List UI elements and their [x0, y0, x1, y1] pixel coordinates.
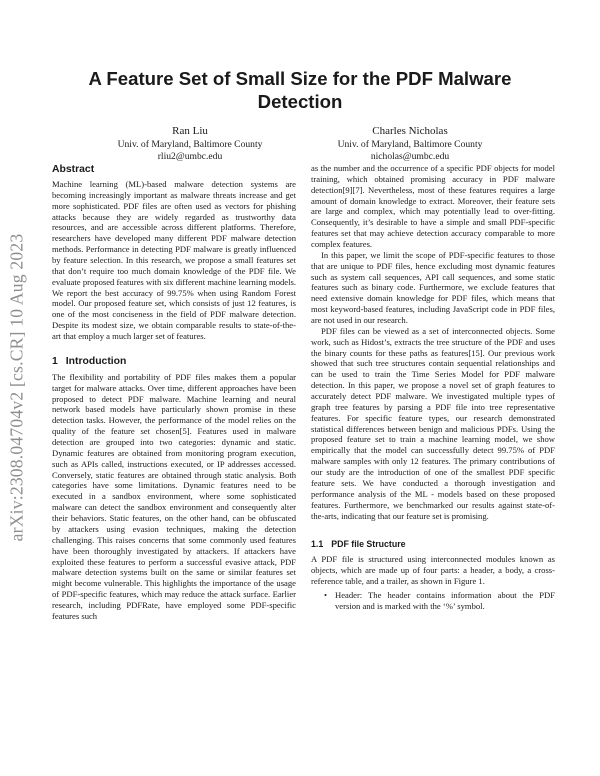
- left-column: [52, 163, 296, 622]
- author-name: Ran Liu: [172, 125, 208, 137]
- paper-title: A Feature Set of Small Size for the PDF Malware Detection: [88, 68, 512, 112]
- author-affiliation: Univ. of Maryland, Baltimore County: [117, 139, 263, 150]
- subsection-heading-pdf-structure: [311, 539, 555, 550]
- author-email: rliu2@umbc.edu: [157, 151, 223, 162]
- arxiv-identifier-watermark: [4, 200, 30, 575]
- list-item: [324, 589, 555, 612]
- author-block-1: [110, 124, 270, 163]
- subsection-number: 1.1: [311, 539, 324, 550]
- intro-paragraph-1: The flexibility and portability of PDF files makes them a popular target for malware attacks. Over time, different approaches have been proposed to detect PDF malware. Machine learning and neural network based models have particularly shown promise in these detection tasks. However, the performance of the model relies on the quality of the feature set chosen[5]. Features used in malware detection are grouped into two categories: dynamic and static. Dynamic features are obtained from monitoring program execution, such as APIs called, instructions executed, or IP addresses accessed. Conversely, static features are obtained through static analysis. Both categories have some limitations. Dynamic features need to be executed in a sandbox environment, where some sophisticated malware can detect the sandbox environment and consequently alter their behaviors. Static features, on the other hand, can be obfuscated by attackers using evasion techniques, making the detection challenging. This raises concerns that some commonly used features have been thoroughly investigated by attackers. If attackers have exploited these features to perform a successful evasive attack, PDF malware detection systems built on the same or similar features set might become vulnerable. This highlights the importance of the usage of PDF-specific features, which may reduce the attack surface. Earlier research, including PDFRate, have employed some PDF-specific features such: [52, 371, 296, 621]
- subsection-paragraph: A PDF file is structured using interconnected modules known as objects, which are made up of four parts: a header, a body, a cross-reference table, and a trailer, as shown in Figure 1.: [311, 554, 555, 587]
- bullet-icon: •: [324, 589, 328, 600]
- author-block-2: [320, 124, 500, 163]
- section-title: Introduction: [65, 355, 127, 367]
- section-number: 1: [52, 355, 58, 367]
- intro-paragraph-3: PDF files can be viewed as a set of interconnected objects. Some work, such as Hidost’s, extracts the tree structure of the PDF and uses the binary counts for these paths as features[15]. Our previous work showed that such tree structures contain sequential relationships and can be used to train the Time Series Model for PDF malware detection. In this paper, we propose a novel set of graph features to accurately detect PDF malware. We investigated multiple types of graph tree features by parsing a PDF file into tree representative features. For specific feature types, our research demonstrated statistical differences between benign and malicious PDFs. Using the proposed feature set to train a machine learning model, we show empirically that the model can successfully detect 99.75% of PDF malware samples with only 12 features. The primary contributions of our study are the introduction of one of the smallest PDF specific feature sets. We have conducted a thorough investigation and performance analysis of the ML - models based on these proposed features. Furthermore, we benchmarked our results against state-of-the-arts, indicating that our feature set is promising.: [311, 325, 555, 521]
- bullet-list: [311, 590, 555, 612]
- section-heading-introduction: [52, 355, 296, 368]
- right-column: [311, 163, 555, 612]
- author-name: Charles Nicholas: [372, 125, 448, 137]
- subsection-title: PDF file Structure: [331, 539, 406, 550]
- intro-paragraph-1-continued: as the number and the occurrence of a specific PDF objects for model training, which obtained promising accuracy in PDF malware detection[9][7]. Nevertheless, most of these features requires a large amount of domain knowledge to extract. Moreover, their feature sets are large and complex, which may potentially lead to over-fitting. Consequently, it’s desirable to have a simple and small PDF-specific features set that may achieve detection accuracy comparable to more complex features.: [311, 163, 555, 250]
- list-item-text: Header: The header contains information about the PDF version and is marked with the ‘%’ symbol.: [335, 589, 555, 611]
- author-email: nicholas@umbc.edu: [370, 151, 450, 162]
- intro-paragraph-2: In this paper, we limit the scope of PDF-specific features to those that are unique to PDF files, hence excluding most dynamic features such as system call sequences, API call sequences, and some static features such as binary code. Furthermore, we exclude features that need extensive domain knowledge for PDF files, which means that most keyword-based features, including JavaScript code in PDF files, are not used in our research.: [311, 249, 555, 326]
- author-affiliation: Univ. of Maryland, Baltimore County: [337, 139, 483, 150]
- arxiv-identifier: arXiv:2308.04704v2 [cs.CR] 10 Aug 2023: [6, 233, 27, 542]
- abstract-heading: Abstract: [52, 164, 95, 175]
- abstract-text: Machine learning (ML)-based malware detection systems are becoming increasingly important as malware threats increase and get more sophisticated. PDF files are often used as vectors for phishing attacks because they are widely regarded as trustworthy data resources, and are accessible across different platforms. Therefore, researchers have developed many different PDF malware detection methods. Performance in detecting PDF malware is greatly influenced by feature selection. In this research, we propose a small features set that don’t require too much domain knowledge of the PDF file. We evaluate proposed features with six different machine learning models. We report the best accuracy of 99.75% when using Random Forest model. Our proposed feature set, which consists of just 12 features, is one of the most conciseness in the field of PDF malware detection. Despite its modest size, we obtain comparable results to state-of-the-art that employ a much larger set of features.: [52, 179, 296, 342]
